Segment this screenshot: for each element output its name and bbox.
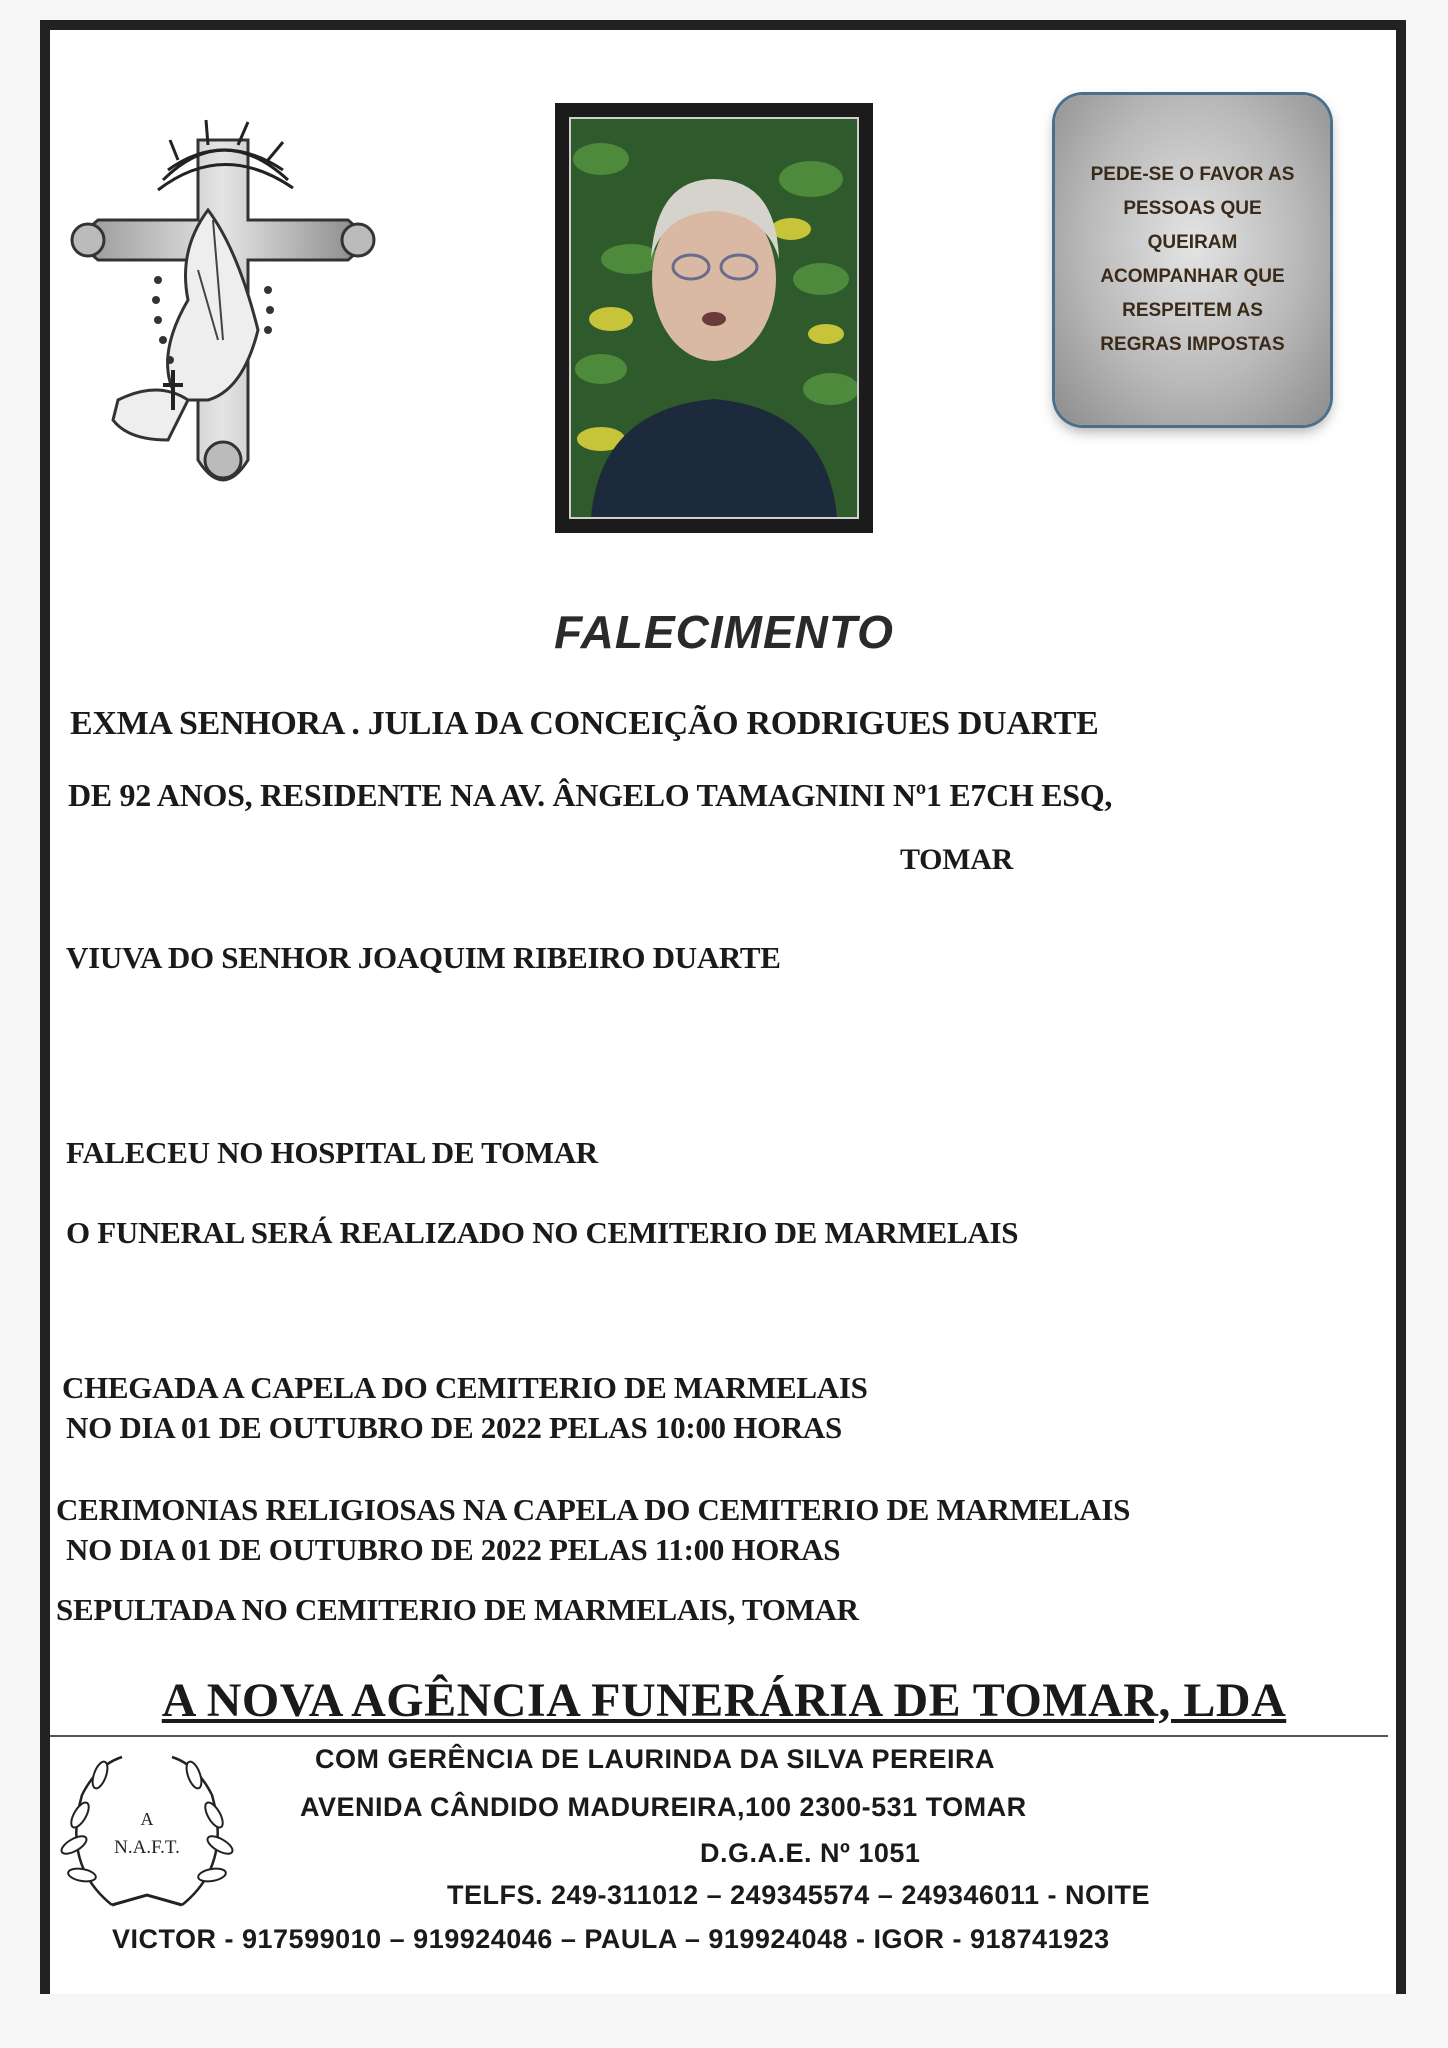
widow-of: VIUVA DO SENHOR JOAQUIM RIBEIRO DUARTE bbox=[66, 940, 781, 975]
residence-city: TOMAR bbox=[900, 843, 1013, 876]
phone-numbers: TELFS. 249-311012 – 249345574 – 249346011 - NOITE bbox=[447, 1880, 1150, 1910]
agency-address: AVENIDA CÂNDIDO MADUREIRA,100 2300-531 TOMAR bbox=[300, 1792, 1027, 1822]
ceremony-time: NO DIA 01 DE OUTUBRO DE 2022 PELAS 11:00 HORAS bbox=[66, 1532, 841, 1567]
agency-name: A NOVA AGÊNCIA FUNERÁRIA DE TOMAR, LDA bbox=[161, 1674, 1287, 1727]
page-title: FALECIMENTO bbox=[554, 606, 894, 658]
notice-box bbox=[1055, 95, 1330, 425]
burial-location: SEPULTADA NO CEMITERIO DE MARMELAIS, TOMAR bbox=[56, 1592, 859, 1627]
notice-line: RESPEITEM AS bbox=[1122, 300, 1263, 321]
laurel-wreath-logo bbox=[52, 1745, 242, 1930]
notice-line: ACOMPANHAR QUE bbox=[1100, 266, 1285, 287]
religious-ceremony: CERIMONIAS RELIGIOSAS NA CAPELA DO CEMITERIO DE MARMELAIS bbox=[56, 1492, 1131, 1527]
notice-line: PESSOAS QUE bbox=[1123, 198, 1262, 219]
chapel-arrival-time: NO DIA 01 DE OUTUBRO DE 2022 PELAS 10:00 HORAS bbox=[66, 1410, 842, 1445]
place-of-death: FALECEU NO HOSPITAL DE TOMAR bbox=[66, 1135, 598, 1170]
chapel-arrival: CHEGADA A CAPELA DO CEMITERIO DE MARMELAIS bbox=[62, 1370, 868, 1405]
night-contacts: VICTOR - 917599010 – 919924046 – PAULA – 919924048 - IGOR - 918741923 bbox=[112, 1924, 1110, 1954]
notice-line: REGRAS IMPOSTAS bbox=[1100, 334, 1285, 355]
deceased-name: EXMA SENHORA . JULIA DA CONCEIÇÃO RODRIGUES DUARTE bbox=[70, 705, 1099, 742]
notice-line: QUEIRAM bbox=[1147, 232, 1238, 253]
praying-hands-cross-icon bbox=[58, 100, 388, 520]
portrait-image bbox=[571, 119, 857, 517]
funeral-location: O FUNERAL SERÁ REALIZADO NO CEMITERIO DE MARMELAIS bbox=[66, 1215, 1019, 1250]
divider bbox=[50, 1735, 1388, 1737]
age-residence: DE 92 ANOS, RESIDENTE NA AV. ÂNGELO TAMAGNINI Nº1 E7CH ESQ, bbox=[68, 777, 1113, 813]
dgae-number: D.G.A.E. Nº 1051 bbox=[700, 1838, 921, 1868]
logo-letter: A bbox=[140, 1809, 154, 1829]
logo-abbreviation: N.A.F.T. bbox=[114, 1837, 180, 1858]
management: COM GERÊNCIA DE LAURINDA DA SILVA PEREIRA bbox=[315, 1744, 996, 1774]
portrait-photo bbox=[555, 103, 873, 533]
notice-line: PEDE-SE O FAVOR AS bbox=[1090, 164, 1295, 185]
